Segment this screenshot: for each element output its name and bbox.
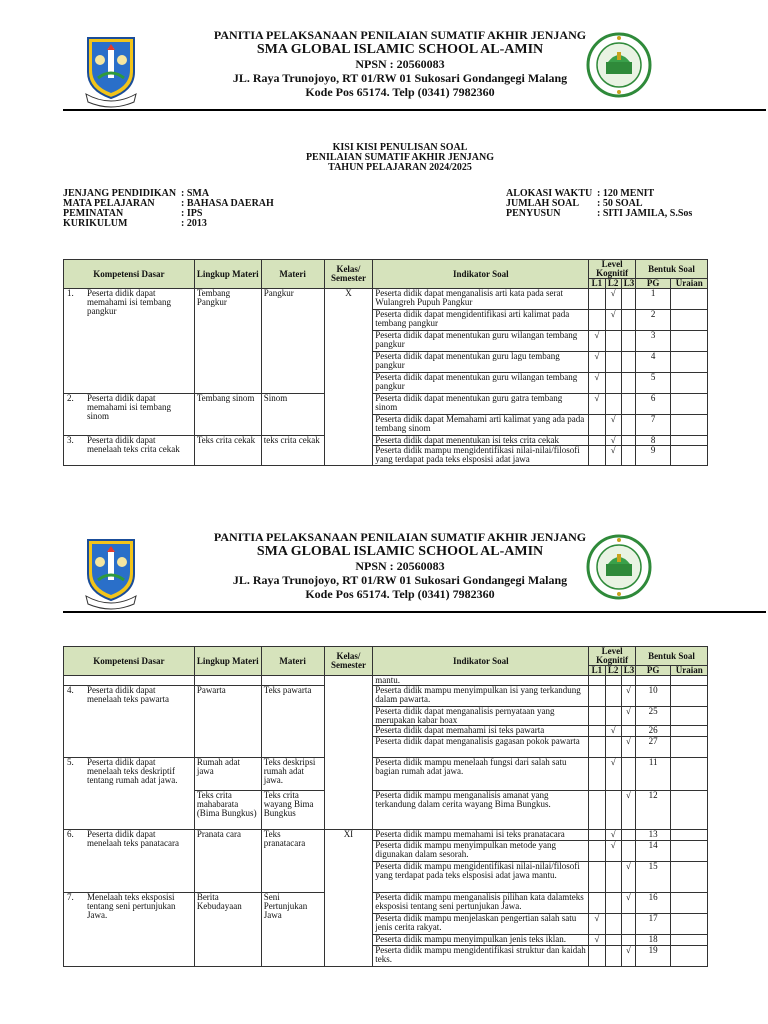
l2-check <box>605 791 621 830</box>
npsn: NPSN : 20560083 <box>355 57 445 71</box>
uraian-cell <box>671 436 708 446</box>
school-seal-logo <box>586 32 652 98</box>
l2-check: √ <box>605 841 621 862</box>
l1-check: √ <box>589 352 605 373</box>
uraian-cell <box>671 686 708 707</box>
meta-key: JENJANG PENDIDIKAN <box>63 188 177 199</box>
indikator-cell: Peserta didik mampu menjelaskan pengertian salah satu jenis cerita rakyat. <box>373 914 589 935</box>
pg-number: 26 <box>635 726 670 737</box>
uraian-cell <box>671 914 708 935</box>
materi-cell: Teks crita wayang Bima Bungkus <box>261 791 324 830</box>
postal-phone: Kode Pos 65174. Telp (0341) 7982360 <box>305 587 495 601</box>
l2-check <box>605 862 621 893</box>
indikator-cell: Peserta didik mampu menyimpulkan jenis teks iklan. <box>373 935 589 946</box>
th-indikator: Indikator Soal <box>373 647 589 676</box>
l3-check <box>621 758 635 791</box>
school-seal-logo <box>586 534 652 600</box>
uraian-cell <box>671 791 708 830</box>
indikator-cell: Peserta didik mampu menganalisis amanat yang terkandung dalam cerita wayang Bima Bungkus. <box>373 791 589 830</box>
uraian-cell <box>671 352 708 373</box>
uraian-cell <box>671 310 708 331</box>
pg-number: 4 <box>635 352 670 373</box>
l2-check: √ <box>605 436 621 446</box>
pg-number: 7 <box>635 415 670 436</box>
th-pg: PG <box>635 666 670 676</box>
th-lingkup: Lingkup Materi <box>194 260 261 289</box>
l3-check: √ <box>621 893 635 914</box>
uraian-cell <box>671 841 708 862</box>
th-l1: L1 <box>589 279 605 289</box>
kd-number: 4. <box>67 685 74 695</box>
l3-check: √ <box>621 946 635 967</box>
l3-check <box>621 289 635 310</box>
uraian-cell <box>671 946 708 967</box>
letterhead <box>0 28 768 114</box>
kd-number: 2. <box>67 393 74 403</box>
pg-cell <box>635 676 670 686</box>
kd-number: 6. <box>67 829 74 839</box>
letterhead-text <box>150 530 650 601</box>
th-bentuk: Bentuk Soal <box>635 647 707 666</box>
kd-text: Peserta didik dapat memahami isi tembang sinom <box>87 393 171 421</box>
uraian-cell <box>671 373 708 394</box>
kd-cell <box>64 830 195 893</box>
l1-check <box>589 737 605 758</box>
indikator-cell: Peserta didik dapat memahami isi teks pawarta <box>373 726 589 737</box>
pg-number: 5 <box>635 373 670 394</box>
l2-check <box>605 352 621 373</box>
th-kelas: Kelas/ Semester <box>324 260 373 289</box>
indikator-cell: Peserta didik dapat menentukan guru wilangan tembang pangkur <box>373 373 589 394</box>
school-name: SMA GLOBAL ISLAMIC SCHOOL AL-AMIN <box>256 544 544 559</box>
title-line-1: KISI KISI PENULISAN SOAL <box>332 142 468 153</box>
l1-cell <box>589 676 605 686</box>
meta-row <box>63 219 274 229</box>
pg-number: 19 <box>635 946 670 967</box>
l3-check: √ <box>621 707 635 726</box>
indikator-cell: Peserta didik mampu menganalisis pilihan kata dalamteks eksposisi tentang seni pertunjukan Jawa. <box>373 893 589 914</box>
kd-cell <box>64 289 195 394</box>
th-l3: L3 <box>621 279 635 289</box>
indikator-cell: Peserta didik dapat mengidentifikasi arti kalimat pada tembang pangkur <box>373 310 589 331</box>
l2-check <box>605 737 621 758</box>
kd-text: Peserta didik dapat menelaah teks panatacara <box>87 829 179 848</box>
table-row <box>64 893 708 914</box>
school-name: SMA GLOBAL ISLAMIC SCHOOL AL-AMIN <box>256 42 544 57</box>
kd-cell <box>64 676 195 686</box>
materi-cell: Teks deskripsi rumah adat jawa. <box>261 758 324 791</box>
l1-check <box>589 415 605 436</box>
uraian-cell <box>671 737 708 758</box>
pg-number: 18 <box>635 935 670 946</box>
indikator-cell: Peserta didik dapat menganalisis gagasan pokok pawarta <box>373 737 589 758</box>
uraian-cell <box>671 707 708 726</box>
th-level: Level Kognitif <box>589 647 636 666</box>
table-row <box>64 436 708 446</box>
th-l3: L3 <box>621 666 635 676</box>
l2-check: √ <box>605 830 621 841</box>
l2-check <box>605 935 621 946</box>
meta-left <box>63 189 274 229</box>
l2-check <box>605 893 621 914</box>
uraian-cell <box>671 758 708 791</box>
pg-number: 17 <box>635 914 670 935</box>
indikator-cell: Peserta didik dapat menentukan guru lagu tembang pangkur <box>373 352 589 373</box>
l1-check <box>589 758 605 791</box>
l2-check <box>605 707 621 726</box>
kd-number: 5. <box>67 757 74 767</box>
l2-cell <box>605 676 621 686</box>
uraian-cell <box>671 830 708 841</box>
l1-check: √ <box>589 394 605 415</box>
grid-table-1 <box>63 259 708 466</box>
pg-number: 2 <box>635 310 670 331</box>
l3-check <box>621 935 635 946</box>
lingkup-cell: Berita Kebudayaan <box>194 893 261 967</box>
kd-cell <box>64 436 195 466</box>
title-line-3: TAHUN PELAJARAN 2024/2025 <box>328 162 472 173</box>
l3-check <box>621 352 635 373</box>
indikator-cell: Peserta didik dapat menganalisis pernyataan yang merupakan kabar hoax <box>373 707 589 726</box>
l1-check <box>589 446 605 466</box>
uraian-cell <box>671 893 708 914</box>
lingkup-cell: Tembang Pangkur <box>194 289 261 394</box>
kd-number: 1. <box>67 288 74 298</box>
pg-number: 11 <box>635 758 670 791</box>
l2-check <box>605 686 621 707</box>
meta-value: : 120 MENIT <box>597 188 655 199</box>
pg-number: 13 <box>635 830 670 841</box>
th-materi: Materi <box>261 260 324 289</box>
l1-check <box>589 726 605 737</box>
materi-cell: Teks pranatacara <box>261 830 324 893</box>
l1-check <box>589 946 605 967</box>
table-row <box>64 686 708 707</box>
title-line-2: PENILAIAN SUMATIF AKHIR JENJANG <box>305 152 495 163</box>
uraian-cell <box>671 935 708 946</box>
materi-cell: Sinom <box>261 394 324 436</box>
l3-check: √ <box>621 737 635 758</box>
l2-check <box>605 331 621 352</box>
pg-number: 25 <box>635 707 670 726</box>
l3-check <box>621 726 635 737</box>
table-row <box>64 758 708 791</box>
address: JL. Raya Trunojoyo, RT 01/RW 01 Sukosari Gondangegi Malang <box>232 573 568 587</box>
indikator-cell: Peserta didik mampu mengidentifikasi nilai-nilai/filosofi yang terdapat pada teks elsposisi adat jawa <box>373 446 589 466</box>
kd-text: Menelaah teks eksposisi tentang seni pertunjukan Jawa. <box>87 892 176 920</box>
meta-right <box>506 189 692 219</box>
lingkup-cell: Tembang sinom <box>194 394 261 436</box>
uraian-cell <box>671 331 708 352</box>
l1-check <box>589 830 605 841</box>
pg-number: 9 <box>635 446 670 466</box>
kd-cell <box>64 394 195 436</box>
kd-text: Peserta didik dapat menelaah teks pawarta <box>87 685 169 704</box>
th-l1: L1 <box>589 666 605 676</box>
pg-number: 1 <box>635 289 670 310</box>
meta-value: : SITI JAMILA, S.Sos <box>597 208 693 219</box>
l3-cell <box>621 676 635 686</box>
l2-check: √ <box>605 726 621 737</box>
lingkup-cell: Rumah adat jawa <box>194 758 261 791</box>
indikator-cell: Peserta didik dapat menentukan isi teks crita cekak <box>373 436 589 446</box>
lingkup-cell: Teks crita cekak <box>194 436 261 466</box>
uraian-cell <box>671 862 708 893</box>
uraian-cell <box>671 676 708 686</box>
indikator-cell: Peserta didik dapat menentukan guru wilangan tembang pangkur <box>373 331 589 352</box>
east-java-emblem-logo <box>80 534 142 610</box>
pg-number: 3 <box>635 331 670 352</box>
th-kompetensi: Kompetensi Dasar <box>64 260 195 289</box>
indikator-cell: mantu. <box>373 676 589 686</box>
pg-number: 27 <box>635 737 670 758</box>
l3-check <box>621 914 635 935</box>
pg-number: 15 <box>635 862 670 893</box>
l1-check <box>589 310 605 331</box>
uraian-cell <box>671 446 708 466</box>
th-uraian: Uraian <box>671 279 708 289</box>
indikator-cell: Peserta didik dapat menentukan guru gatra tembang sinom <box>373 394 589 415</box>
lingkup-cell: Pawarta <box>194 686 261 758</box>
l1-check <box>589 707 605 726</box>
address: JL. Raya Trunojoyo, RT 01/RW 01 Sukosari Gondangegi Malang <box>232 71 568 85</box>
kd-cell <box>64 893 195 967</box>
indikator-cell: Peserta didik mampu mengidentifikasi nilai-nilai/filosofi yang terdapat pada teks elsposisi adat jawa mantu. <box>373 862 589 893</box>
indikator-cell: Peserta didik mampu mengidentifikasi struktur dan kaidah teks. <box>373 946 589 967</box>
l2-check: √ <box>605 758 621 791</box>
pg-number: 8 <box>635 436 670 446</box>
l3-check: √ <box>621 791 635 830</box>
l3-check <box>621 415 635 436</box>
kd-text: Peserta didik dapat menelaah teks deskriptif tentang rumah adat jawa. <box>87 757 178 785</box>
l2-check <box>605 946 621 967</box>
l1-check: √ <box>589 935 605 946</box>
pg-number: 14 <box>635 841 670 862</box>
l3-check <box>621 331 635 352</box>
pg-number: 12 <box>635 791 670 830</box>
document-title <box>150 143 650 173</box>
meta-value: : BAHASA DAERAH <box>181 198 274 209</box>
l1-check <box>589 893 605 914</box>
l2-check <box>605 373 621 394</box>
th-kompetensi: Kompetensi Dasar <box>64 647 195 676</box>
l3-check <box>621 436 635 446</box>
l3-check: √ <box>621 686 635 707</box>
uraian-cell <box>671 394 708 415</box>
pg-number: 10 <box>635 686 670 707</box>
materi-cell <box>261 676 324 686</box>
th-materi: Materi <box>261 647 324 676</box>
pg-number: 6 <box>635 394 670 415</box>
th-l2: L2 <box>605 279 621 289</box>
indikator-cell: Peserta didik mampu memahami isi teks pranatacara <box>373 830 589 841</box>
kelas-cell <box>324 676 373 830</box>
east-java-emblem-logo <box>80 32 142 108</box>
th-bentuk: Bentuk Soal <box>635 260 707 279</box>
indikator-cell: Peserta didik mampu menyimpulkan isi yang terkandung dalam pawarta. <box>373 686 589 707</box>
lingkup-cell: Teks crita mahabarata (Bima Bungkus) <box>194 791 261 830</box>
committee-name: PANITIA PELAKSANAAN PENILAIAN SUMATIF AKHIR JENJANG <box>213 28 587 42</box>
meta-value: : 2013 <box>181 218 207 229</box>
l2-check: √ <box>605 446 621 466</box>
th-pg: PG <box>635 279 670 289</box>
kd-text: Peserta didik dapat memahami isi tembang pangkur <box>87 288 171 316</box>
l2-check <box>605 914 621 935</box>
table-row <box>64 830 708 841</box>
kd-number: 3. <box>67 435 74 445</box>
l2-check: √ <box>605 289 621 310</box>
indikator-cell: Peserta didik dapat menganalisis arti kata pada serat Wulangreh Pupuh Pangkur <box>373 289 589 310</box>
meta-value: : 50 SOAL <box>597 198 643 209</box>
l1-check <box>589 862 605 893</box>
meta-key: ALOKASI WAKTU <box>506 188 593 199</box>
materi-cell: teks crita cekak <box>261 436 324 466</box>
letterhead-rule <box>63 611 766 613</box>
meta-key: KURIKULUM <box>63 218 128 229</box>
lingkup-cell <box>194 676 261 686</box>
letterhead-rule <box>63 109 766 111</box>
th-kelas: Kelas/ Semester <box>324 647 373 676</box>
table-row <box>64 394 708 415</box>
th-level: Level Kognitif <box>589 260 636 279</box>
meta-value: : IPS <box>181 208 203 219</box>
materi-cell: Seni Pertunjukan Jawa <box>261 893 324 967</box>
meta-value: : SMA <box>181 188 210 199</box>
th-indikator: Indikator Soal <box>373 260 589 289</box>
committee-name: PANITIA PELAKSANAAN PENILAIAN SUMATIF AKHIR JENJANG <box>213 530 587 544</box>
lingkup-cell: Pranata cara <box>194 830 261 893</box>
uraian-cell <box>671 415 708 436</box>
l1-check <box>589 289 605 310</box>
pg-number: 16 <box>635 893 670 914</box>
th-lingkup: Lingkup Materi <box>194 647 261 676</box>
l1-check <box>589 791 605 830</box>
l1-check: √ <box>589 373 605 394</box>
l3-check <box>621 310 635 331</box>
letterhead-text <box>150 28 650 99</box>
table-row <box>64 289 708 310</box>
kelas-cell: X <box>324 289 373 466</box>
kd-cell <box>64 758 195 830</box>
meta-key: JUMLAH SOAL <box>506 198 580 209</box>
kelas-cell: XI <box>324 830 373 967</box>
grid-table-2 <box>63 646 708 967</box>
l2-check <box>605 394 621 415</box>
l3-check <box>621 841 635 862</box>
letterhead-page-2 <box>0 530 768 616</box>
kd-number: 7. <box>67 892 74 902</box>
uraian-cell <box>671 289 708 310</box>
indikator-cell: Peserta didik dapat Memahami arti kalimat yang ada pada tembang sinom <box>373 415 589 436</box>
materi-cell: Pangkur <box>261 289 324 394</box>
materi-cell: Teks pawarta <box>261 686 324 758</box>
uraian-cell <box>671 726 708 737</box>
l3-check <box>621 830 635 841</box>
npsn: NPSN : 20560083 <box>355 559 445 573</box>
meta-key: PENYUSUN <box>506 208 561 219</box>
meta-key: MATA PELAJARAN <box>63 198 155 209</box>
l3-check <box>621 373 635 394</box>
l3-check <box>621 446 635 466</box>
l1-check <box>589 841 605 862</box>
meta-row <box>506 209 692 219</box>
postal-phone: Kode Pos 65174. Telp (0341) 7982360 <box>305 85 495 99</box>
meta-key: PEMINATAN <box>63 208 124 219</box>
l1-check <box>589 436 605 446</box>
l1-check: √ <box>589 331 605 352</box>
th-l2: L2 <box>605 666 621 676</box>
th-uraian: Uraian <box>671 666 708 676</box>
l3-check <box>621 394 635 415</box>
l1-check: √ <box>589 914 605 935</box>
kd-text: Peserta didik dapat menelaah teks crita cekak <box>87 435 180 454</box>
indikator-cell: Peserta didik mampu menyimpulkan metode yang digunakan dalam sesorah. <box>373 841 589 862</box>
l1-check <box>589 686 605 707</box>
l3-check: √ <box>621 862 635 893</box>
table-row-continued <box>64 676 708 686</box>
kd-cell <box>64 686 195 758</box>
l2-check: √ <box>605 415 621 436</box>
l2-check: √ <box>605 310 621 331</box>
indikator-cell: Peserta didik mampu menelaah fungsi dari salah satu bagian rumah adat jawa. <box>373 758 589 791</box>
